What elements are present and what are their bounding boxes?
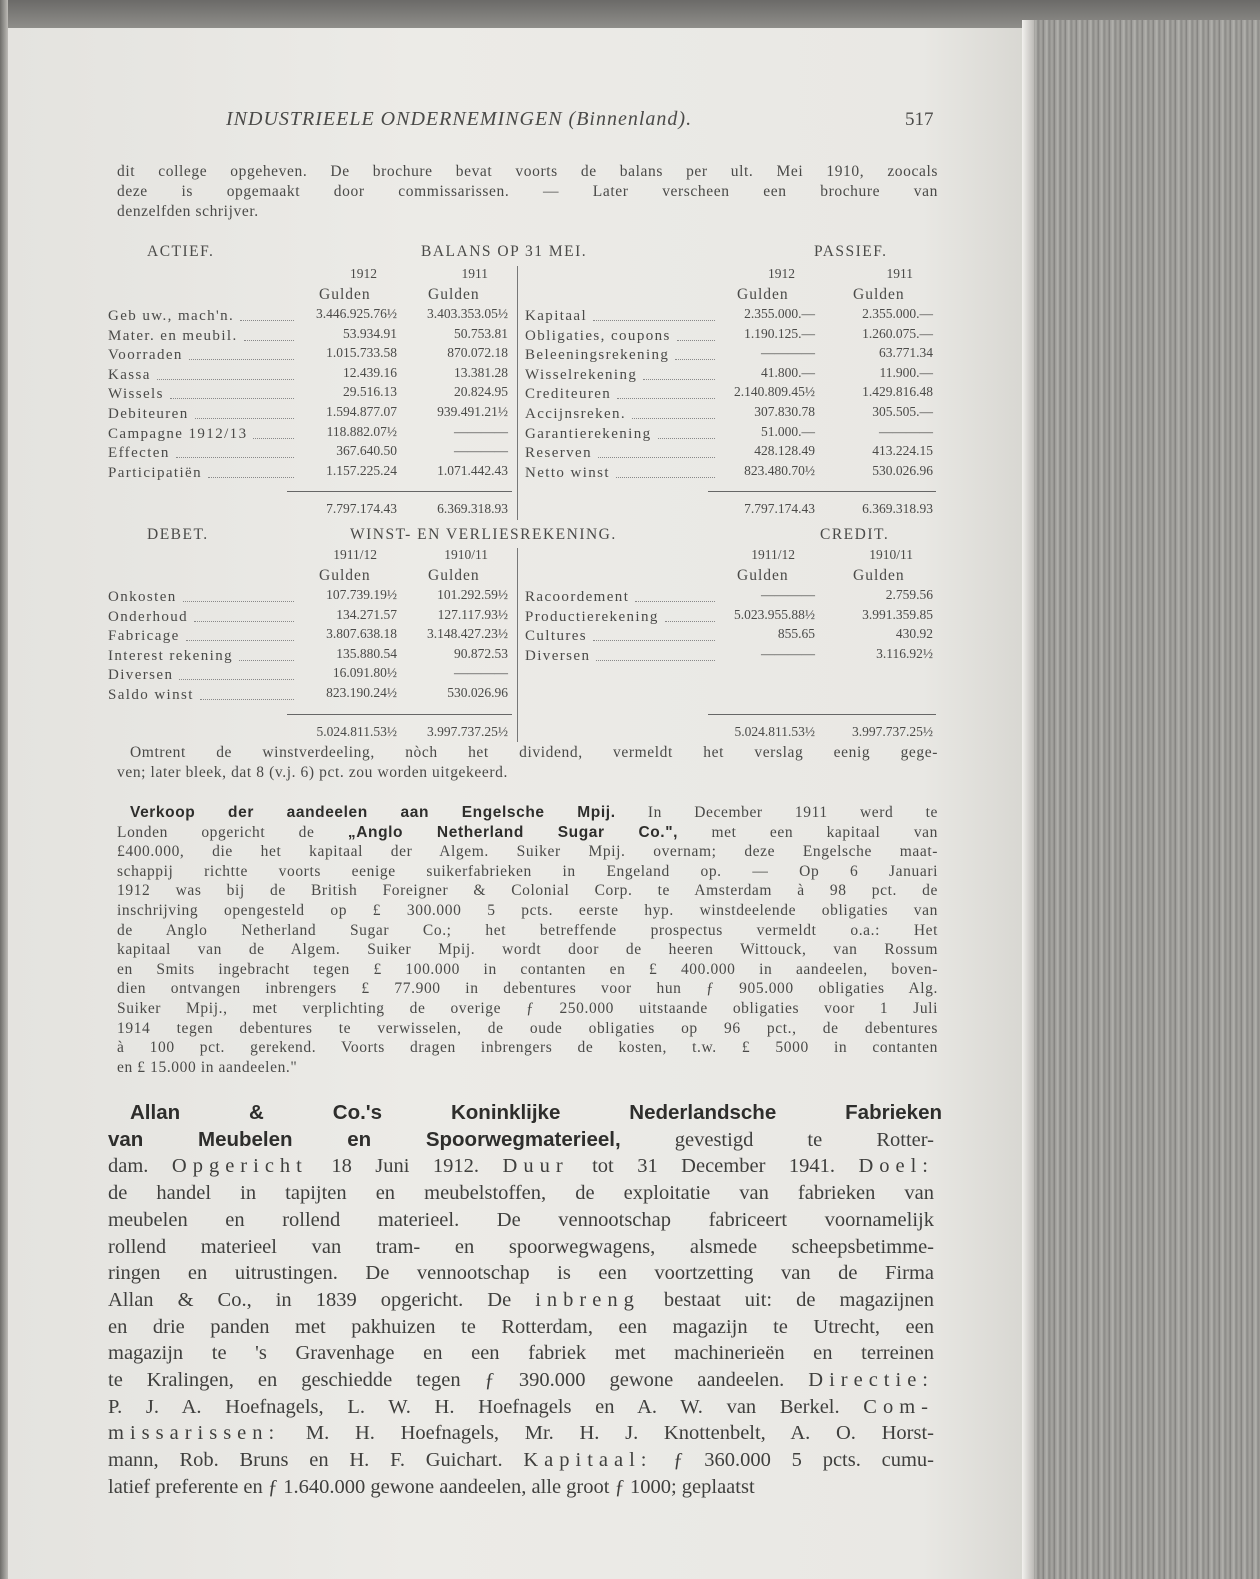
row-label-text: Cultures — [525, 628, 588, 645]
spaced-run: Doel: — [858, 1155, 934, 1178]
credit-value-col1: 855.65 — [777, 626, 815, 642]
share-sale-paragraph-line: kapitaal van de Algem. Suiker Mpij. wordt door de heeren Wittouck, van Rossum — [117, 941, 938, 959]
liability-row-label — [525, 306, 717, 326]
liability-value-col1: 2.140.809.45½ — [734, 384, 815, 400]
debit-value-col2: 127.117.93½ — [437, 606, 508, 622]
row-label-text: Productierekening — [525, 608, 659, 625]
asset-row-label — [108, 306, 296, 326]
allan-company-paragraph-line — [108, 1127, 934, 1153]
asset-value-col1: 1.157.225.24 — [326, 462, 397, 478]
share-sale-paragraph-line: à 100 pct. gerekend. Voorts dragen inbrengers de kosten, t.w. £ 5000 in contanten — [117, 1039, 938, 1057]
row-label-text: Effecten — [108, 445, 170, 462]
row-label-text: Onderhoud — [108, 608, 189, 625]
debit-value-col2: 530.026.96 — [447, 685, 508, 700]
share-sale-paragraph-line: en £ 15.000 in aandeelen." — [117, 1058, 298, 1076]
assets-total-1912: 7.797.174.43 — [326, 501, 397, 516]
spaced-run: Kapitaal: — [523, 1449, 653, 1472]
row-label-text: Wissels — [108, 386, 164, 403]
pl-note-paragraph-line: Omtrent de winstverdeeling, nòch het dividend, vermeldt het verslag eenig gege- — [130, 744, 938, 761]
liability-row — [525, 345, 717, 365]
asset-value-col1: 29.516.13 — [343, 384, 397, 400]
asset-value-col2: 939.491.21½ — [437, 404, 508, 419]
row-label-text: Beleeningsrekening — [525, 347, 670, 364]
text-run: tot 31 December 1941. — [568, 1155, 859, 1178]
asset-value-col2: 3.403.353.05½ — [427, 306, 508, 321]
debit-unit-col2: Gulden — [428, 567, 480, 584]
row-label-text: Debiteuren — [108, 406, 189, 422]
share-sale-paragraph-line — [117, 823, 938, 843]
liability-value-col2: 530.026.96 — [872, 462, 933, 478]
liability-value-col2: 2.355.000.— — [862, 306, 933, 321]
liability-value-col2: 1.429.816.48 — [862, 384, 933, 400]
text-run: Allan & Co., in 1839 opgericht. De — [108, 1288, 536, 1311]
allan-company-paragraph-line — [108, 1367, 934, 1393]
liability-row-label — [525, 443, 717, 463]
text-run: dam. — [108, 1155, 172, 1178]
share-sale-paragraph-line: schappij richtte voorts eenige suikerfabrieken in Engeland op. — Op 6 Januari — [117, 862, 938, 880]
liability-row-label — [525, 463, 717, 483]
liability-row-label — [525, 365, 717, 385]
allan-company-paragraph-line: magazijn te 's Gravenhage en een fabriek met machinerieën en terreinen — [108, 1342, 934, 1365]
debit-unit-col1: Gulden — [319, 567, 371, 584]
asset-value-col1: 367.640.50 — [336, 443, 397, 459]
liability-row — [525, 365, 717, 385]
credit-unit-col1: Gulden — [737, 567, 789, 584]
credit-heading: CREDIT. — [820, 526, 890, 543]
credit-value-col1: ———— — [761, 645, 815, 661]
credit-row-label — [525, 626, 717, 646]
debit-value-col1: 16.091.80½ — [332, 665, 397, 681]
debit-row — [108, 685, 296, 705]
spaced-run: missarissen: — [108, 1422, 281, 1445]
debit-row — [108, 626, 296, 646]
row-label-text: Reserven — [525, 445, 593, 462]
asset-row-label — [108, 384, 296, 404]
credit-value-col2: 3.991.359.85 — [862, 606, 933, 622]
row-label-text: Fabricage — [108, 628, 180, 645]
asset-row — [108, 424, 296, 444]
debit-row — [108, 587, 296, 607]
liability-value-col1: 428.128.49 — [754, 443, 815, 459]
debit-value-col1: 134.271.57 — [336, 606, 397, 622]
balance-total-rule-left — [287, 491, 512, 492]
assets-unit-col1: Gulden — [319, 286, 371, 303]
asset-value-col2: 13.381.28 — [454, 364, 508, 380]
row-label-text: Interest rekening — [108, 647, 234, 664]
share-sale-paragraph-line: en Smits ingebracht tegen £ 100.000 in contanten en £ 400.000 in aandeelen, boven- — [117, 960, 938, 978]
spaced-run: inbreng — [535, 1288, 640, 1311]
liability-row — [525, 326, 717, 346]
dot-leader — [157, 365, 294, 380]
bold-run: van Meubelen en Spoorwegmaterieel, — [108, 1127, 621, 1151]
credit-row — [525, 626, 717, 646]
text-run: ƒ 360.000 5 pcts. cumu- — [652, 1449, 934, 1472]
debit-row — [108, 665, 296, 685]
row-label-text: Netto winst — [525, 464, 610, 481]
assets-unit-col2: Gulden — [428, 286, 480, 303]
liability-row — [525, 404, 717, 424]
spaced-run: Opgericht — [171, 1155, 308, 1178]
asset-row-label — [108, 443, 296, 463]
asset-value-col1: 12.439.16 — [343, 364, 397, 380]
asset-value-col1: 3.446.925.76½ — [316, 306, 397, 321]
asset-row — [108, 463, 296, 483]
asset-value-col2: 50.753.81 — [454, 325, 508, 341]
allan-company-paragraph-line — [108, 1287, 934, 1313]
row-label-text: Mater. en meubil. — [108, 327, 238, 344]
share-sale-paragraph-line: 1914 tegen debentures te verwisselen, de oude obligaties op 96 pct., de debentures — [117, 1019, 938, 1037]
text-run: In December 1911 werd te — [615, 804, 939, 821]
row-label-text: Geb uw., mach'n. — [108, 308, 235, 324]
share-sale-paragraph-line: Suiker Mpij., met verplichting de overige ƒ 250.000 uitstaande obligaties voor 1 Juli — [117, 1000, 938, 1017]
debit-total-1910-11: 3.997.737.25½ — [427, 724, 508, 739]
allan-company-paragraph-line: rollend materieel van tram- en spoorwegwagens, alsmede scheepsbetimme- — [108, 1235, 934, 1258]
actief-heading: ACTIEF. — [147, 243, 215, 260]
book-page-edges — [1022, 20, 1260, 1579]
balance-total-rule-right — [708, 491, 936, 492]
liability-row-label — [525, 404, 717, 424]
liability-value-col2: 11.900.— — [879, 364, 933, 380]
allan-company-paragraph-line: de handel in tapijten en meubelstoffen, de exploitatie van fabrieken van — [108, 1182, 934, 1205]
liabilities-year-col2: 1911 — [886, 266, 913, 281]
asset-value-col1: 1.594.877.07 — [326, 404, 397, 419]
credit-value-col1: 5.023.955.88½ — [734, 606, 815, 622]
liability-value-col1: 2.355.000.— — [744, 306, 815, 321]
asset-row-label — [108, 345, 296, 365]
asset-value-col1: 118.882.07½ — [326, 423, 397, 439]
asset-row — [108, 345, 296, 365]
pl-total-rule-right — [708, 714, 936, 715]
credit-unit-col2: Gulden — [853, 567, 905, 584]
text-run: Londen opgericht de — [117, 823, 348, 841]
liability-value-col2: 305.505.— — [872, 404, 933, 419]
row-label-text: Kapitaal — [525, 308, 588, 324]
liability-value-col1: 41.800.— — [761, 364, 815, 380]
row-label-text: Wisselrekening — [525, 366, 638, 383]
passief-heading: PASSIEF. — [814, 243, 888, 260]
share-sale-paragraph-line: de Anglo Netherland Sugar Co.; het betreffende prospectus vermeldt o.a.: Het — [117, 921, 938, 939]
liability-value-col1: 1.190.125.— — [744, 325, 815, 341]
allan-company-paragraph-line: ringen en uitrustingen. De vennootschap is een voortzetting van de Firma — [108, 1262, 934, 1285]
debet-heading: DEBET. — [147, 526, 209, 543]
liability-value-col1: 307.830.78 — [754, 404, 815, 419]
allan-company-paragraph-line — [108, 1153, 934, 1179]
row-label-text: Garantierekening — [525, 425, 652, 442]
allan-company-paragraph-line: en drie panden met pakhuizen te Rotterdam, een magazijn te Utrecht, een — [108, 1315, 934, 1338]
share-sale-paragraph-line: £400.000, die het kapitaal der Algem. Suiker Mpij. overnam; deze Engelsche maat- — [117, 843, 938, 861]
credit-year-col2: 1910/11 — [869, 547, 913, 562]
credit-row — [525, 607, 717, 627]
text-run: 18 Juni 1912. — [307, 1155, 503, 1178]
asset-row-label — [108, 404, 296, 424]
row-label-text: Diversen — [525, 647, 591, 664]
credit-row-label — [525, 587, 717, 607]
intro-paragraph-line: deze is opgemaakt door commissarissen. — Later verscheen een brochure van — [117, 183, 938, 200]
liability-value-col1: 51.000.— — [761, 423, 815, 439]
debit-row — [108, 607, 296, 627]
debit-value-col1: 823.190.24½ — [326, 685, 397, 700]
credit-row-label — [525, 607, 717, 627]
row-label-text: Obligaties, coupons — [525, 327, 671, 344]
row-label-text: Campagne 1912/13 — [108, 425, 248, 442]
liability-value-col2: 1.260.075.— — [862, 325, 933, 341]
asset-value-col2: 1.071.442.43 — [437, 462, 508, 478]
credit-row — [525, 587, 717, 607]
liability-row-label — [525, 384, 717, 404]
text-run: met een kapitaal van — [678, 823, 938, 841]
balance-title: BALANS OP 31 MEI. — [421, 243, 588, 260]
intro-paragraph-line: denzelfden schrijver. — [117, 203, 259, 220]
liabilities-year-col1: 1912 — [768, 266, 795, 281]
asset-row — [108, 365, 296, 385]
debit-value-col1: 107.739.19½ — [326, 587, 397, 602]
liability-row — [525, 384, 717, 404]
debit-value-col2: 101.292.59½ — [437, 587, 508, 602]
debit-row-label — [108, 665, 296, 685]
debit-value-col1: 3.807.638.18 — [326, 626, 397, 642]
row-label-text: Racoordement — [525, 589, 630, 605]
intro-paragraph-line: dit college opgeheven. De brochure bevat voorts de balans per ult. Mei 1910, zoocals — [117, 163, 938, 180]
pl-divider — [517, 548, 518, 742]
asset-value-col1: 1.015.733.58 — [326, 345, 397, 361]
assets-year-col2: 1911 — [461, 266, 488, 281]
allan-company-paragraph-line — [108, 1394, 934, 1420]
text-run: te Kralingen, en geschiedde tegen ƒ 390.000 gewone aandeelen. — [108, 1369, 809, 1391]
liabilities-unit-col2: Gulden — [853, 286, 905, 303]
text-run: gevestigd te Rotter- — [620, 1128, 934, 1151]
spaced-run: Directie: — [808, 1369, 934, 1391]
liability-value-col1: 823.480.70½ — [744, 462, 815, 478]
asset-row-label — [108, 463, 296, 483]
asset-row-label — [108, 365, 296, 385]
text-run: mann, Rob. Bruns en H. F. Guichart. — [108, 1449, 524, 1472]
pl-title: WINST- EN VERLIESREKENING. — [350, 526, 617, 543]
row-label-text: Voorraden — [108, 347, 183, 364]
liability-row-label — [525, 424, 717, 444]
debit-value-col2: 90.872.53 — [454, 645, 508, 661]
debit-value-col2: ———— — [454, 665, 508, 681]
row-label-text: Onkosten — [108, 589, 177, 605]
asset-value-col2: ———— — [454, 443, 508, 459]
page-number: 517 — [905, 109, 934, 130]
scan-left-border — [0, 0, 8, 1579]
asset-value-col2: 20.824.95 — [454, 384, 508, 400]
asset-row — [108, 443, 296, 463]
text-run: P. J. A. Hoefnagels, L. W. H. Hoefnagels en A. W. van Berkel. — [108, 1395, 864, 1418]
liability-row-label — [525, 345, 717, 365]
liability-row — [525, 463, 717, 483]
pl-total-rule-left — [287, 714, 512, 715]
share-sale-paragraph-line: 1912 was bij de British Foreigner & Colonial Corp. te Amsterdam à 98 pct. de — [117, 882, 938, 900]
text-run: bestaat uit: de magazijnen — [639, 1288, 934, 1311]
allan-company-paragraph-line — [108, 1420, 934, 1446]
asset-row — [108, 326, 296, 346]
credit-total-1910-11: 3.997.737.25½ — [852, 724, 933, 739]
credit-value-col1: ———— — [761, 587, 815, 602]
liability-value-col2: 413.224.15 — [872, 443, 933, 459]
dot-leader — [170, 384, 294, 399]
liabilities-unit-col1: Gulden — [737, 286, 789, 303]
credit-value-col2: 430.92 — [895, 626, 933, 642]
row-label-text: Participatiën — [108, 464, 203, 481]
allan-company-paragraph-line — [108, 1447, 934, 1473]
debit-value-col1: 135.880.54 — [336, 645, 397, 661]
text-run: M. H. Hoefnagels, Mr. H. J. Knottenbelt, A. O. Horst- — [280, 1422, 934, 1445]
allan-company-paragraph-line — [130, 1100, 942, 1126]
credit-row-label — [525, 646, 717, 666]
credit-year-col1: 1911/12 — [751, 547, 795, 562]
bold-run: „Anglo Netherland Sugar Co.", — [347, 823, 679, 841]
share-sale-paragraph-line: inschrijving opengesteld op £ 300.000 5 pcts. eerste hyp. winstdeelende obligaties van — [117, 902, 938, 919]
liability-value-col1: ———— — [761, 345, 815, 361]
bold-run: Verkoop der aandeelen aan Engelsche Mpij. — [130, 804, 616, 821]
asset-row-label — [108, 424, 296, 444]
liabilities-total-1911: 6.369.318.93 — [862, 501, 933, 516]
asset-value-col2: 870.072.18 — [447, 345, 508, 361]
spaced-run: Duur — [502, 1155, 569, 1178]
assets-year-col1: 1912 — [350, 266, 377, 281]
liability-value-col2: ———— — [879, 423, 933, 439]
asset-row — [108, 384, 296, 404]
row-label-text: Accijnsreken. — [525, 406, 627, 422]
credit-value-col2: 2.759.56 — [885, 587, 933, 602]
asset-row — [108, 404, 296, 424]
debit-year-col2: 1910/11 — [444, 547, 488, 562]
debit-total-1911-12: 5.024.811.53½ — [316, 724, 397, 739]
running-header: INDUSTRIEELE ONDERNEMINGEN (Binnenland). — [226, 108, 693, 130]
row-label-text: Saldo winst — [108, 687, 194, 703]
debit-row-label — [108, 587, 296, 607]
share-sale-paragraph-line — [130, 803, 938, 823]
liability-row — [525, 306, 717, 326]
assets-total-1911: 6.369.318.93 — [437, 501, 508, 516]
bold-run: Allan & Co.'s Koninklijke Nederlandsche Fabrieken — [130, 1101, 942, 1124]
liabilities-total-1912: 7.797.174.43 — [744, 501, 815, 516]
debit-row-label — [108, 685, 296, 705]
debit-value-col2: 3.148.427.23½ — [427, 626, 508, 642]
asset-value-col2: ———— — [454, 423, 508, 439]
row-label-text: Diversen — [108, 667, 174, 684]
liability-value-col2: 63.771.34 — [879, 345, 933, 361]
debit-row-label — [108, 626, 296, 646]
debit-row-label — [108, 646, 296, 666]
share-sale-paragraph-line: dien ontvangen inbrengers £ 77.900 in debentures voor hun ƒ 905.000 obligaties Alg. — [117, 980, 938, 998]
spaced-run: Com- — [863, 1395, 934, 1418]
liability-row — [525, 424, 717, 444]
asset-value-col1: 53.934.91 — [343, 325, 397, 341]
pl-note-paragraph-line: ven; later bleek, dat 8 (v.j. 6) pct. zou worden uitgekeerd. — [117, 764, 508, 781]
balance-divider — [517, 266, 518, 520]
credit-total-1911-12: 5.024.811.53½ — [734, 724, 815, 739]
row-label-text: Kassa — [108, 366, 151, 383]
row-label-text: Crediteuren — [525, 386, 612, 403]
liability-row — [525, 443, 717, 463]
credit-value-col2: 3.116.92½ — [876, 645, 933, 661]
allan-company-paragraph-line: meubelen en rollend materieel. De vennootschap fabriceert voornamelijk — [108, 1208, 934, 1231]
asset-row — [108, 306, 296, 326]
asset-row-label — [108, 326, 296, 346]
debit-row-label — [108, 607, 296, 627]
allan-company-paragraph-line: latief preferente en ƒ 1.640.000 gewone aandeelen, alle groot ƒ 1000; geplaatst — [108, 1475, 755, 1498]
debit-year-col1: 1911/12 — [333, 547, 377, 562]
credit-row — [525, 646, 717, 666]
debit-row — [108, 646, 296, 666]
liability-row-label — [525, 326, 717, 346]
